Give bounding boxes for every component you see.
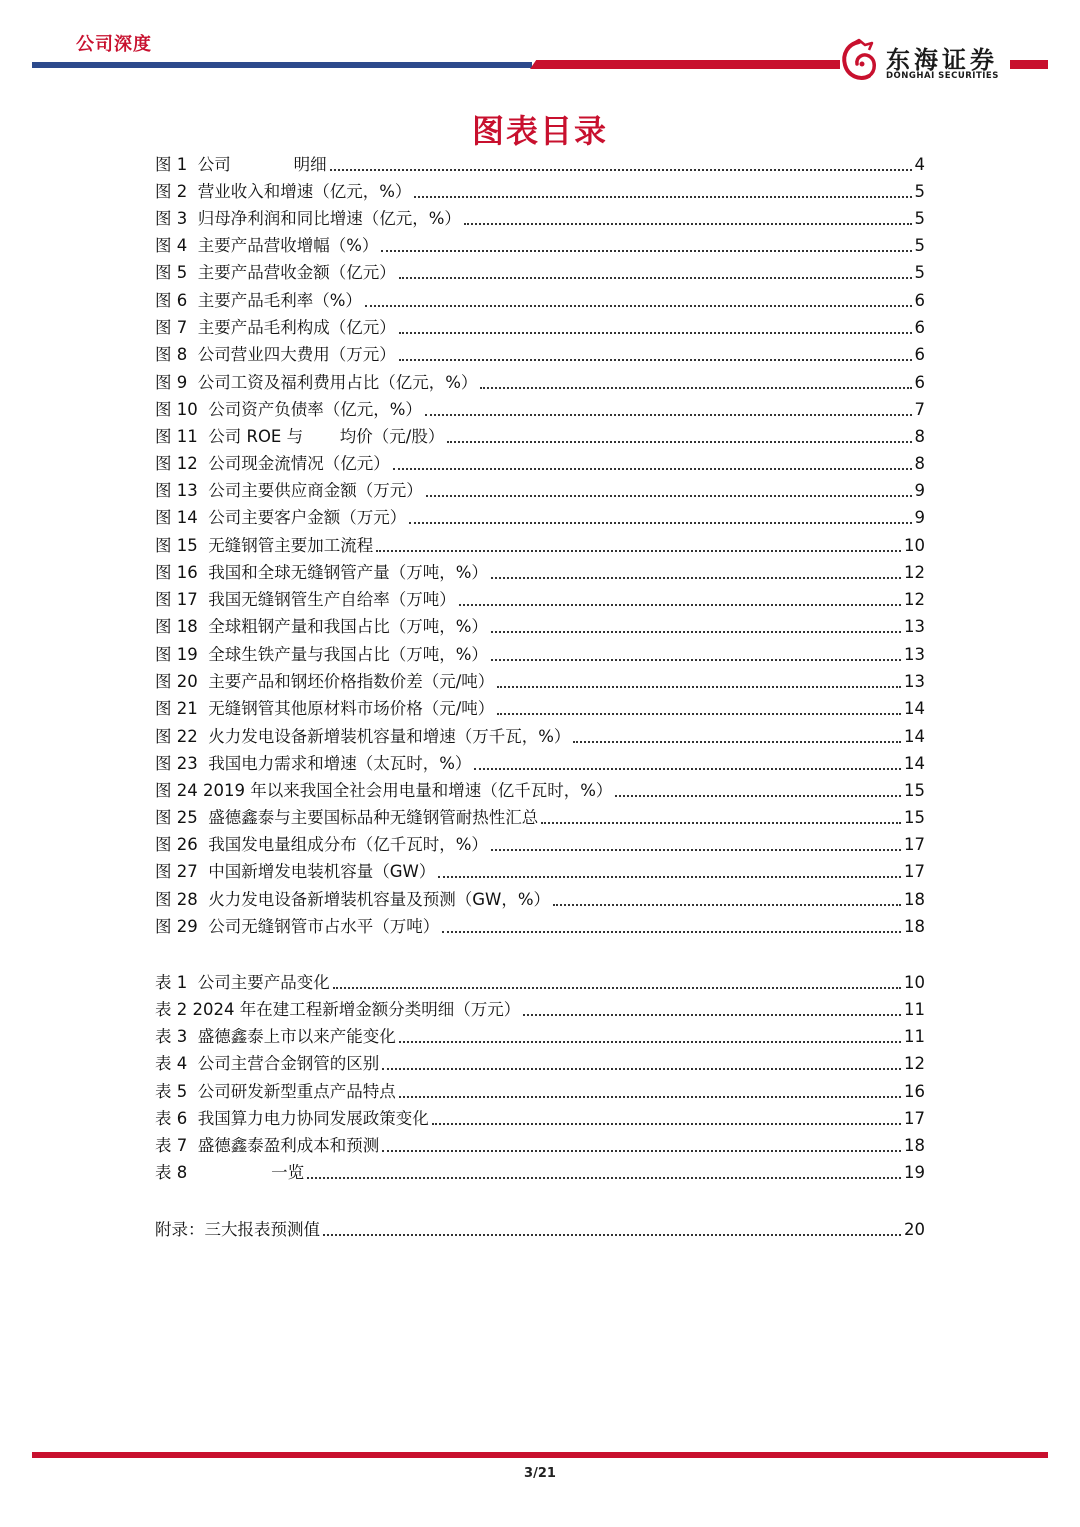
toc-entry-figure-9[interactable] (155, 370, 925, 394)
toc-entry-table-7[interactable] (155, 1133, 925, 1157)
dot-leader (399, 277, 912, 279)
toc-label: 图 19 全球生铁产量与我国占比（万吨，%） (155, 645, 488, 664)
toc-label: 图 24 2019 年以来我国全社会用电量和增速（亿千瓦时，%） (155, 781, 613, 800)
toc-label: 图 8 公司营业四大费用（万元） (155, 345, 396, 364)
toc-entry-figure-2[interactable] (155, 179, 925, 203)
toc-label: 图 7 主要产品毛利构成（亿元） (155, 318, 396, 337)
toc-page-number: 6 (914, 373, 925, 392)
logo-name-cn: 东海证券 (886, 46, 998, 74)
toc-label: 图 15 无缝钢管主要加工流程 (155, 536, 374, 555)
dot-leader (615, 795, 901, 797)
toc-label: 图 11 公司 ROE 与 均价（元/股） (155, 427, 445, 446)
toc-label: 图 1 公司 明细 (155, 155, 327, 174)
section-label: 公司深度 (76, 34, 152, 55)
toc-page-number: 11 (904, 1027, 925, 1046)
toc-page-number: 6 (914, 318, 925, 337)
toc-label: 图 5 主要产品营收金额（亿元） (155, 263, 396, 282)
toc-page-number: 9 (914, 508, 925, 527)
toc-label: 图 21 无缝钢管其他原材料市场价格（元/吨） (155, 699, 495, 718)
dot-leader (330, 169, 912, 171)
toc-entry-table-4[interactable] (155, 1051, 925, 1075)
toc-entry-figure-26[interactable] (155, 832, 925, 856)
toc-label: 图 16 我国和全球无缝钢管产量（万吨，%） (155, 563, 488, 582)
toc-page-number: 5 (914, 209, 925, 228)
toc-page-number: 14 (904, 754, 925, 773)
toc-page-number: 18 (904, 1136, 925, 1155)
toc-entry-figure-22[interactable] (155, 724, 925, 748)
header-divider-red-end (1010, 60, 1048, 69)
dot-leader (491, 631, 901, 633)
toc-entry-figure-17[interactable] (155, 587, 925, 611)
toc-label: 图 17 我国无缝钢管生产自给率（万吨） (155, 590, 456, 609)
dot-leader (323, 1234, 901, 1236)
dot-leader (333, 987, 901, 989)
dot-leader (381, 250, 911, 252)
toc-entry-figure-14[interactable] (155, 505, 925, 529)
toc-page-number: 18 (904, 917, 925, 936)
toc-entry-figure-21[interactable] (155, 696, 925, 720)
dot-leader (442, 931, 901, 933)
toc-page-number: 9 (914, 481, 925, 500)
toc-label: 图 22 火力发电设备新增装机容量和增速（万千瓦，%） (155, 727, 571, 746)
toc-label: 图 6 主要产品毛利率（%） (155, 291, 362, 310)
toc-entry-figure-23[interactable] (155, 751, 925, 775)
toc-entry-figure-19[interactable] (155, 642, 925, 666)
toc-label: 表 3 盛德鑫泰上市以来产能变化 (155, 1027, 396, 1046)
toc-page-number: 10 (904, 536, 925, 555)
toc-label: 图 23 我国电力需求和增速（太瓦时，%） (155, 754, 472, 773)
dot-leader (459, 604, 901, 606)
dot-leader (541, 822, 901, 824)
toc-page-number: 8 (914, 427, 925, 446)
header-divider-red (530, 60, 840, 69)
dot-leader (399, 332, 912, 334)
toc-entry-figure-15[interactable] (155, 533, 925, 557)
toc-label: 图 27 中国新增发电装机容量（GW） (155, 862, 436, 881)
toc-entry-table-3[interactable] (155, 1024, 925, 1048)
footer-divider (32, 1452, 1048, 1458)
toc-label: 图 25 盛德鑫泰与主要国标品种无缝钢管耐热性汇总 (155, 808, 539, 827)
dot-leader (393, 468, 912, 470)
toc-page-number: 8 (914, 454, 925, 473)
dot-leader (523, 1014, 901, 1016)
dot-leader (409, 522, 911, 524)
toc-page-number: 19 (904, 1163, 925, 1182)
dot-leader (497, 713, 901, 715)
toc-page-number: 12 (904, 1054, 925, 1073)
toc-page-number: 18 (904, 890, 925, 909)
toc-entry-figure-24[interactable] (155, 778, 925, 802)
toc-entry-table-8[interactable] (155, 1160, 925, 1184)
dot-leader (474, 768, 901, 770)
toc-label: 表 5 公司研发新型重点产品特点 (155, 1082, 396, 1101)
toc-page-number: 7 (914, 400, 925, 419)
dot-leader (399, 1096, 901, 1098)
toc-entry-figure-6[interactable] (155, 288, 925, 312)
toc-entry-figure-7[interactable] (155, 315, 925, 339)
toc-label: 图 20 主要产品和钢坯价格指数价差（元/吨） (155, 672, 495, 691)
toc-label: 图 10 公司资产负债率（亿元，%） (155, 400, 422, 419)
toc-page-number: 4 (914, 155, 925, 174)
toc-page-number: 12 (904, 590, 925, 609)
toc-page-number: 5 (914, 263, 925, 282)
toc-entry-figure-13[interactable] (155, 478, 925, 502)
dot-leader (376, 550, 901, 552)
dot-leader (497, 686, 901, 688)
toc-entry-table-5[interactable] (155, 1079, 925, 1103)
page-title: 图表目录 (471, 112, 608, 150)
toc-entry-appendix[interactable] (155, 1217, 925, 1241)
toc-entry-figure-18[interactable] (155, 614, 925, 638)
dot-leader (480, 387, 911, 389)
dot-leader (399, 359, 912, 361)
dot-leader (414, 196, 911, 198)
toc-entry-figure-29[interactable] (155, 914, 925, 938)
toc-label: 图 26 我国发电量组成分布（亿千瓦时，%） (155, 835, 488, 854)
toc-page-number: 5 (914, 182, 925, 201)
toc-page-number: 6 (914, 291, 925, 310)
toc-label: 附录：三大报表预测值 (155, 1220, 320, 1239)
toc-page-number: 15 (904, 808, 925, 827)
dot-leader (491, 659, 901, 661)
dot-leader (432, 1123, 901, 1125)
toc-page-number: 5 (914, 236, 925, 255)
toc-label: 图 3 归母净利润和同比增速（亿元，%） (155, 209, 461, 228)
toc-label: 图 14 公司主要客户金额（万元） (155, 508, 407, 527)
header-divider-blue (32, 62, 532, 68)
dot-leader (491, 577, 901, 579)
toc-entry-figure-27[interactable] (155, 859, 925, 883)
toc-label: 表 2 2024 年在建工程新增金额分类明细（万元） (155, 1000, 521, 1019)
toc-label: 图 2 营业收入和增速（亿元，%） (155, 182, 412, 201)
toc-entry-figure-11[interactable] (155, 424, 925, 448)
dot-leader (425, 414, 912, 416)
toc-page-number: 17 (904, 1109, 925, 1128)
dot-leader (464, 223, 912, 225)
toc-label: 表 1 公司主要产品变化 (155, 973, 330, 992)
toc-entry-table-2[interactable] (155, 997, 925, 1021)
toc-page-number: 13 (904, 617, 925, 636)
dot-leader (553, 904, 901, 906)
toc-page-number: 15 (904, 781, 925, 800)
logo-name-en: DONGHAI SECURITIES (886, 71, 999, 81)
dragon-logo-icon (838, 38, 880, 84)
toc-page-number: 20 (904, 1220, 925, 1239)
toc-entry-figure-20[interactable] (155, 669, 925, 693)
toc-label: 图 13 公司主要供应商金额（万元） (155, 481, 423, 500)
toc-label: 图 18 全球粗钢产量和我国占比（万吨，%） (155, 617, 488, 636)
toc-page-number: 14 (904, 699, 925, 718)
dot-leader (426, 495, 912, 497)
toc-entry-figure-4[interactable] (155, 233, 925, 257)
toc-entry-figure-25[interactable] (155, 805, 925, 829)
page-number: 3/21 (524, 1466, 556, 1481)
dot-leader (365, 305, 912, 307)
toc-page-number: 13 (904, 645, 925, 664)
toc-page-number: 12 (904, 563, 925, 582)
toc-label: 表 7 盛德鑫泰盈利成本和预测 (155, 1136, 380, 1155)
toc-label: 表 8 一览 (155, 1163, 305, 1182)
dot-leader (491, 849, 901, 851)
toc-page-number: 14 (904, 727, 925, 746)
toc-page-number: 11 (904, 1000, 925, 1019)
toc-page-number: 6 (914, 345, 925, 364)
toc-label: 图 29 公司无缝钢管市占水平（万吨） (155, 917, 440, 936)
toc-page-number: 10 (904, 973, 925, 992)
toc-entry-figure-1[interactable] (155, 152, 925, 176)
toc-page-number: 17 (904, 862, 925, 881)
toc-label: 图 12 公司现金流情况（亿元） (155, 454, 390, 473)
toc-entry-table-1[interactable] (155, 970, 925, 994)
dot-leader (438, 876, 901, 878)
toc-label: 图 4 主要产品营收增幅（%） (155, 236, 379, 255)
toc-label: 图 9 公司工资及福利费用占比（亿元，%） (155, 373, 478, 392)
toc-label: 图 28 火力发电设备新增装机容量及预测（GW，%） (155, 890, 551, 909)
toc-page-number: 13 (904, 672, 925, 691)
company-logo (838, 38, 1010, 86)
toc-entry-figure-10[interactable] (155, 397, 925, 421)
toc-entry-table-6[interactable] (155, 1106, 925, 1130)
dot-leader (399, 1041, 901, 1043)
toc-entry-figure-16[interactable] (155, 560, 925, 584)
toc-entry-figure-5[interactable] (155, 260, 925, 284)
dot-leader (307, 1177, 901, 1179)
toc-page-number: 17 (904, 835, 925, 854)
dot-leader (573, 741, 901, 743)
dot-leader (447, 441, 911, 443)
toc-label: 表 4 公司主营合金钢管的区别 (155, 1054, 380, 1073)
dot-leader (382, 1068, 901, 1070)
toc-entry-figure-3[interactable] (155, 206, 925, 230)
toc-entry-figure-28[interactable] (155, 887, 925, 911)
toc-page-number: 16 (904, 1082, 925, 1101)
toc-entry-figure-12[interactable] (155, 451, 925, 475)
toc-label: 表 6 我国算力电力协同发展政策变化 (155, 1109, 429, 1128)
toc-entry-figure-8[interactable] (155, 342, 925, 366)
dot-leader (382, 1150, 901, 1152)
